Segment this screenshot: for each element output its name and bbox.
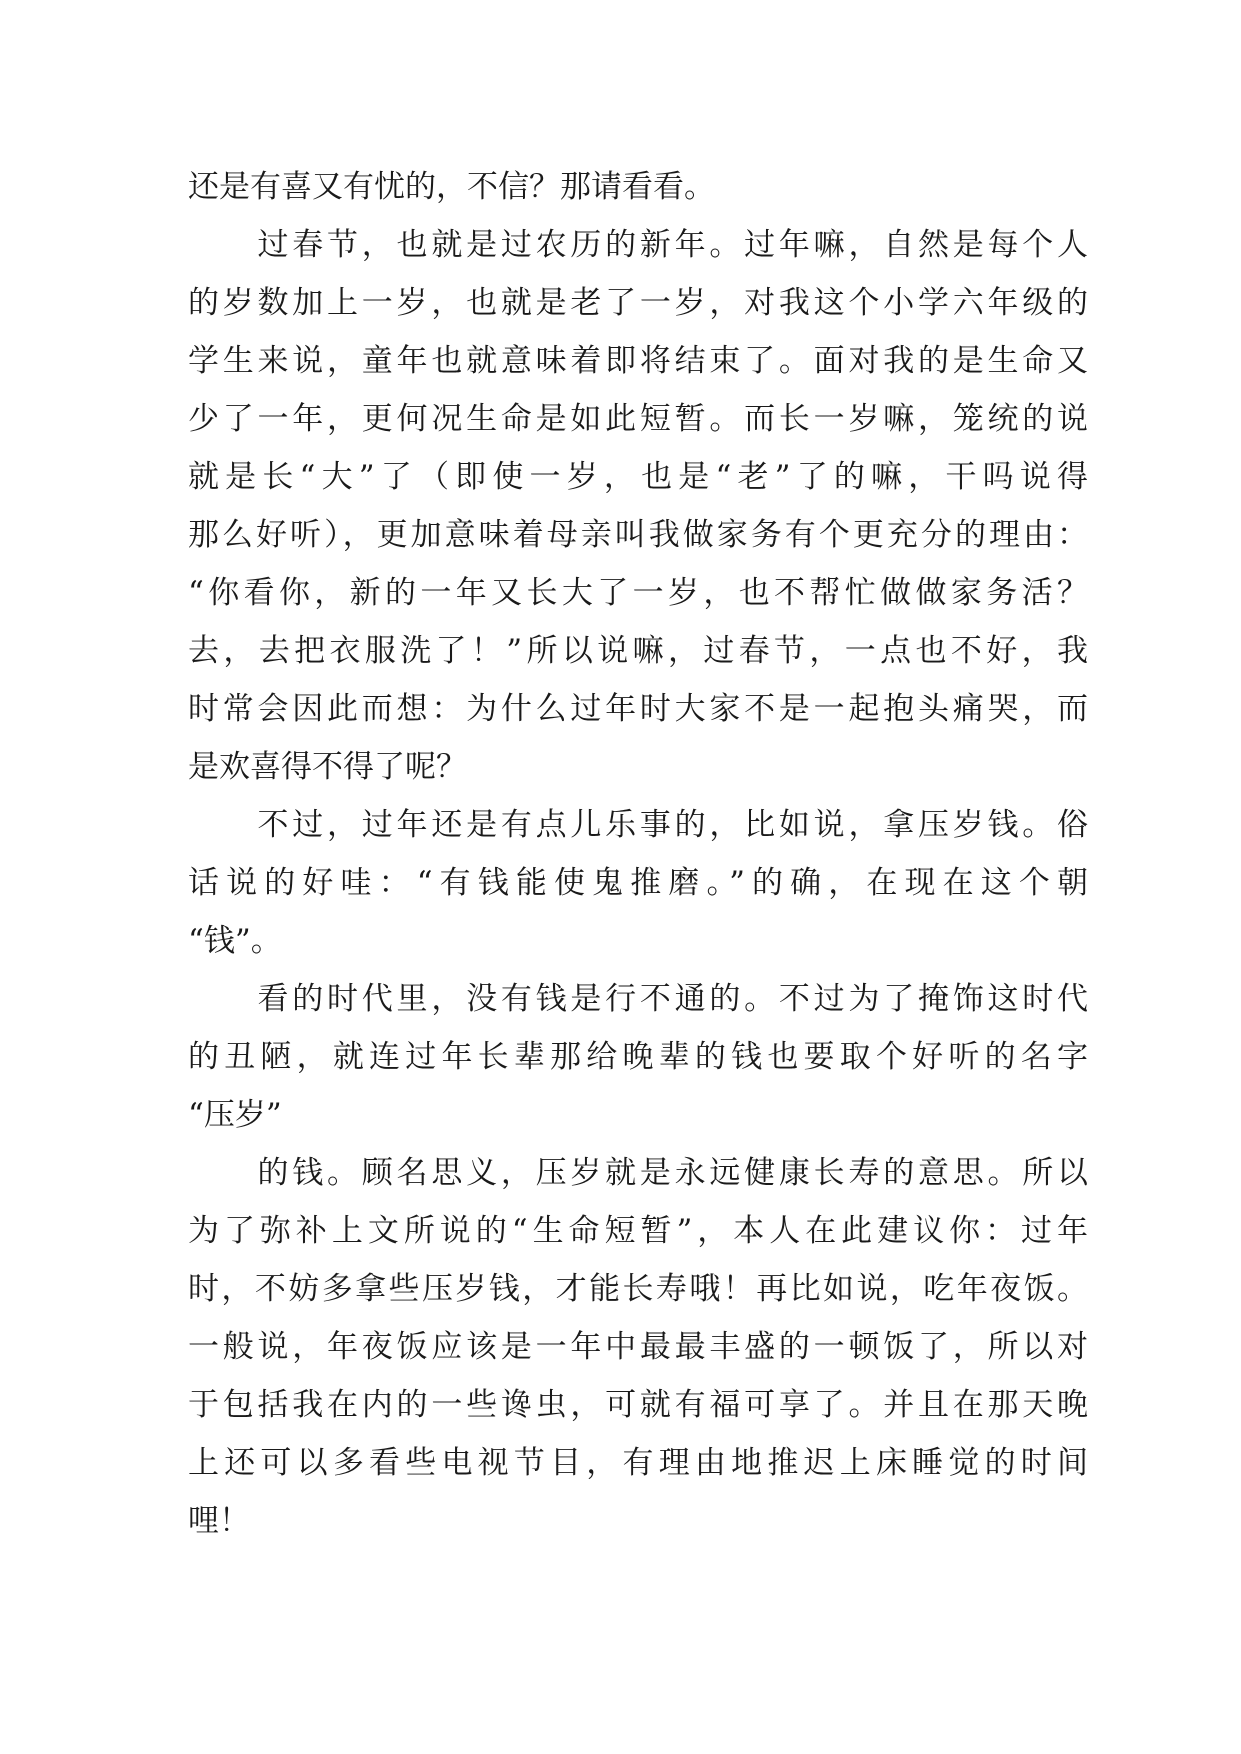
text-line: 话说的好哇：“有钱能使鬼推磨。”的确，在现在这个朝	[188, 865, 1088, 901]
text-line: 少了一年，更何况生命是如此短暂。而长一岁嘛，笼统的说	[188, 401, 1088, 437]
body-text	[188, 158, 1088, 1550]
text-line: “你看你，新的一年又长大了一岁，也不帮忙做做家务活？	[188, 575, 1088, 611]
text-line: 一般说，年夜饭应该是一年中最最丰盛的一顿饭了，所以对	[188, 1329, 1088, 1365]
text-line: 是欢喜得不得了呢？	[188, 749, 467, 785]
text-line: 的丑陋，就连过年长辈那给晚辈的钱也要取个好听的名字	[188, 1039, 1088, 1075]
text-line: 时常会因此而想：为什么过年时大家不是一起抱头痛哭，而	[188, 691, 1088, 727]
text-line: 看的时代里，没有钱是行不通的。不过为了掩饰这时代	[188, 981, 1088, 1017]
text-line: 上还可以多看些电视节目，有理由地推迟上床睡觉的时间	[188, 1445, 1088, 1481]
text-line: 为了弥补上文所说的“生命短暂”，本人在此建议你：过年	[188, 1213, 1088, 1249]
text-line: 学生来说，童年也就意味着即将结束了。面对我的是生命又	[188, 343, 1088, 379]
text-line: 过春节，也就是过农历的新年。过年嘛，自然是每个人	[188, 227, 1088, 263]
text-line: 的岁数加上一岁，也就是老了一岁，对我这个小学六年级的	[188, 285, 1088, 321]
text-line: 哩！	[188, 1503, 250, 1539]
text-line: 时，不妨多拿些压岁钱，才能长寿哦！再比如说，吃年夜饭。	[188, 1271, 1088, 1307]
text-line: 还是有喜又有忧的，不信？那请看看。	[188, 169, 715, 205]
text-line: 的钱。顾名思义，压岁就是永远健康长寿的意思。所以	[188, 1155, 1088, 1191]
text-line: 那么好听），更加意味着母亲叫我做家务有个更充分的理由：	[188, 517, 1088, 553]
text-line: “钱”。	[188, 923, 282, 959]
text-line: 于包括我在内的一些谗虫，可就有福可享了。并且在那天晚	[188, 1387, 1088, 1423]
text-line: 就是长“大”了（即使一岁，也是“老”了的嘛，干吗说得	[188, 459, 1088, 495]
text-line: 不过，过年还是有点儿乐事的，比如说，拿压岁钱。俗	[188, 807, 1088, 843]
text-line: 去，去把衣服洗了！”所以说嘛，过春节，一点也不好，我	[188, 633, 1088, 669]
text-line: “压岁”	[188, 1097, 282, 1133]
